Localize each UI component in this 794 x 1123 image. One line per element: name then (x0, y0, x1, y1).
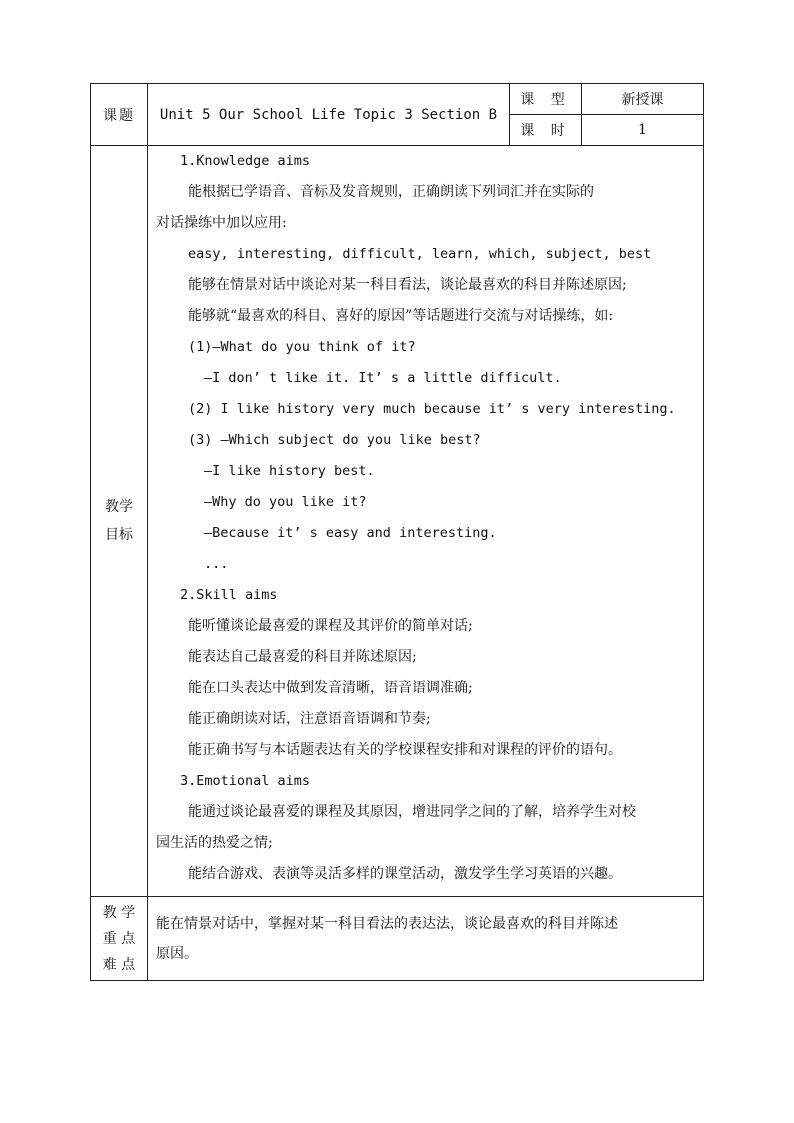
example-1-answer: —I don’ t like it. It’ s a little difficult. (204, 370, 562, 386)
emotional-aim-1-line2: 园生活的热爱之情; (156, 835, 273, 851)
skill-aim-1: 能听懂谈论最喜爱的课程及其评价的简单对话; (188, 618, 473, 634)
skill-aim-4: 能正确朗读对话，注意语音语调和节奏; (188, 711, 431, 727)
key-points-label (91, 897, 148, 981)
example-1-question: (1)—What do you think of it? (188, 339, 416, 355)
lesson-type-value: 新授课 (582, 84, 704, 115)
skill-aim-2: 能表达自己最喜爱的科目并陈述原因; (188, 649, 417, 665)
knowledge-heading: 1.Knowledge aims (180, 153, 311, 169)
knowledge-intro-line1: 能根据已学语音、音标及发音规则，正确朗读下列词汇并在实际的 (188, 184, 594, 200)
example-3-answer: —I like history best. (204, 463, 375, 479)
emotional-aim-2: 能结合游戏、表演等灵活多样的课堂活动，激发学生学习英语的兴趣。 (188, 866, 622, 882)
objectives-label-line2: 目标 (105, 527, 133, 543)
emotional-aim-1-line1: 能通过谈论最喜爱的课程及其原因，增进同学之间的了解，培养学生对校 (188, 804, 636, 820)
example-3-question-2: —Why do you like it? (204, 494, 367, 510)
ellipsis: ... (204, 556, 229, 572)
topic-value: Unit 5 Our School Life Topic 3 Section B (148, 84, 510, 146)
lesson-type-label: 课 型 (510, 84, 582, 115)
emotional-heading: 3.Emotional aims (180, 773, 311, 789)
skill-heading: 2.Skill aims (180, 587, 278, 603)
period-value: 1 (582, 115, 704, 146)
lesson-plan-table (90, 83, 704, 981)
example-2: (2) I like history very much because it’ s very interesting. (188, 401, 676, 417)
topic-label: 课题 (91, 84, 148, 146)
knowledge-point-2: 能够在情景对话中谈论对某一科目看法，谈论最喜欢的科目并陈述原因; (188, 277, 627, 293)
key-points-label-line1: 教 学 (102, 904, 136, 921)
skill-aim-3: 能在口头表达中做到发音清晰，语音语调准确; (188, 680, 473, 696)
key-points-content (148, 897, 704, 981)
example-3-answer-2: —Because it’ s easy and interesting. (204, 525, 497, 541)
vocabulary-list: easy, interesting, difficult, learn, which, subject, best (188, 246, 652, 262)
key-points-line2: 原因。 (156, 945, 198, 962)
knowledge-point-3: 能够就“最喜欢的科目、喜好的原因”等话题进行交流与对话操练，如: (188, 308, 614, 324)
key-points-line1: 能在情景对话中，掌握对某一科目看法的表达法，谈论最喜欢的科目并陈述 (156, 915, 618, 932)
objectives-content (148, 146, 704, 897)
objectives-label-line1: 教学 (105, 499, 133, 515)
objectives-label (91, 146, 148, 897)
period-label: 课 时 (510, 115, 582, 146)
skill-aim-5: 能正确书写与本话题表达有关的学校课程安排和对课程的评价的语句。 (188, 742, 622, 758)
example-3-question: (3) —Which subject do you like best? (188, 432, 481, 448)
knowledge-intro-line2: 对话操练中加以应用: (156, 215, 287, 231)
key-points-label-line2: 重 点 (102, 930, 136, 947)
key-points-label-line3: 难 点 (102, 956, 136, 973)
